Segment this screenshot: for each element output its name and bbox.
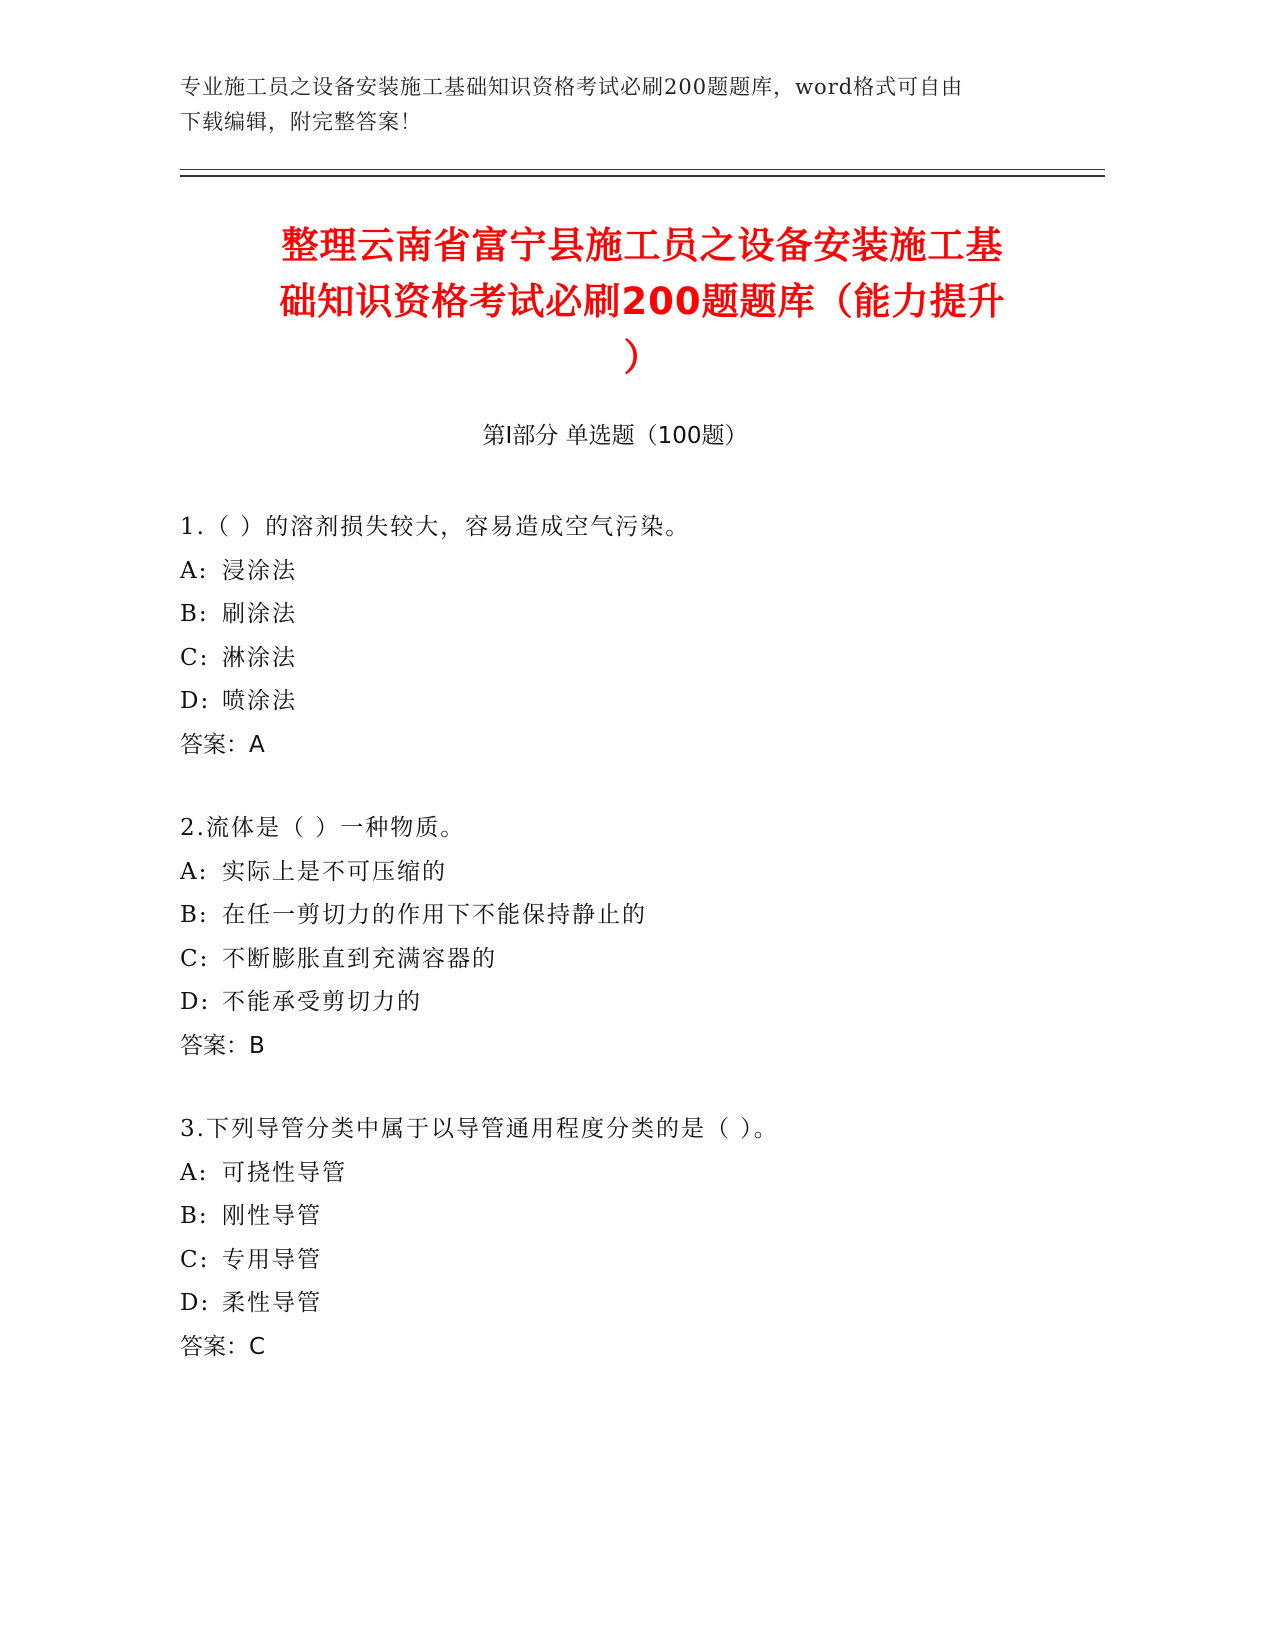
option-d [180, 981, 1105, 1025]
option-letter: C: [180, 644, 210, 671]
option-a [180, 550, 1105, 594]
option-b [180, 894, 1105, 938]
option-letter: B: [180, 1203, 209, 1229]
option-text: 刷涂法 [222, 601, 297, 627]
header-note-line-2: 下载编辑，附完整答案！ [180, 110, 422, 134]
question-stem: 1.（ ）的溶剂损失较大，容易造成空气污染。 [180, 514, 691, 540]
section-title: 第Ⅰ部分 单选题（100题） [482, 423, 748, 449]
option-text: 柔性导管 [222, 1290, 322, 1316]
option-text: 不断膨胀直到充满容器的 [222, 945, 497, 972]
option-text: 在任一剪切力的作用下不能保持静止的 [222, 902, 647, 928]
option-b [180, 1195, 1105, 1239]
document-title [180, 218, 1105, 386]
option-letter: D: [180, 989, 211, 1015]
header-divider-thick [180, 175, 1105, 177]
option-text: 不能承受剪切力的 [222, 989, 422, 1015]
option-text: 浸涂法 [222, 557, 297, 584]
option-text: 淋涂法 [222, 644, 297, 671]
header-note-line-1: 专业施工员之设备安装施工基础知识资格考试必刷200题题库，word格式可自由 [180, 75, 964, 99]
question-item [180, 506, 1105, 767]
answer-line: 答案：C [180, 1333, 266, 1360]
option-letter: A: [180, 1159, 209, 1186]
option-letter: C: [180, 945, 210, 972]
header-divider-thin [180, 169, 1105, 170]
option-text: 刚性导管 [222, 1203, 322, 1229]
option-c [180, 1239, 1105, 1283]
option-letter: C: [180, 1246, 210, 1273]
question-stem: 2.流体是（ ）一种物质。 [180, 815, 466, 841]
option-letter: A: [180, 557, 209, 584]
option-a [180, 851, 1105, 895]
option-letter: B: [180, 601, 209, 627]
option-letter: D: [180, 688, 211, 714]
document-title-line-2: 础知识资格考试必刷200题题库（能力提升 [279, 280, 1006, 323]
answer-line: 答案：A [180, 731, 265, 758]
option-text: 专用导管 [222, 1246, 322, 1273]
option-b [180, 593, 1105, 637]
document-title-line-3: ） [623, 336, 662, 379]
question-list [180, 506, 1105, 1409]
answer-line: 答案：B [180, 1032, 265, 1059]
option-a [180, 1152, 1105, 1196]
option-d [180, 680, 1105, 724]
question-item [180, 1108, 1105, 1369]
header-note [180, 70, 1080, 140]
option-c [180, 938, 1105, 982]
option-text: 可挠性导管 [222, 1159, 347, 1186]
option-text: 实际上是不可压缩的 [222, 858, 447, 885]
document-title-line-1: 整理云南省富宁县施工员之设备安装施工基 [281, 224, 1004, 267]
question-item [180, 807, 1105, 1068]
question-stem: 3.下列导管分类中属于以导管通用程度分类的是（ ）。 [180, 1116, 779, 1142]
option-text: 喷涂法 [222, 688, 297, 714]
option-letter: A: [180, 858, 209, 885]
option-letter: D: [180, 1290, 211, 1316]
option-c [180, 637, 1105, 681]
option-d [180, 1282, 1105, 1326]
option-letter: B: [180, 902, 209, 928]
